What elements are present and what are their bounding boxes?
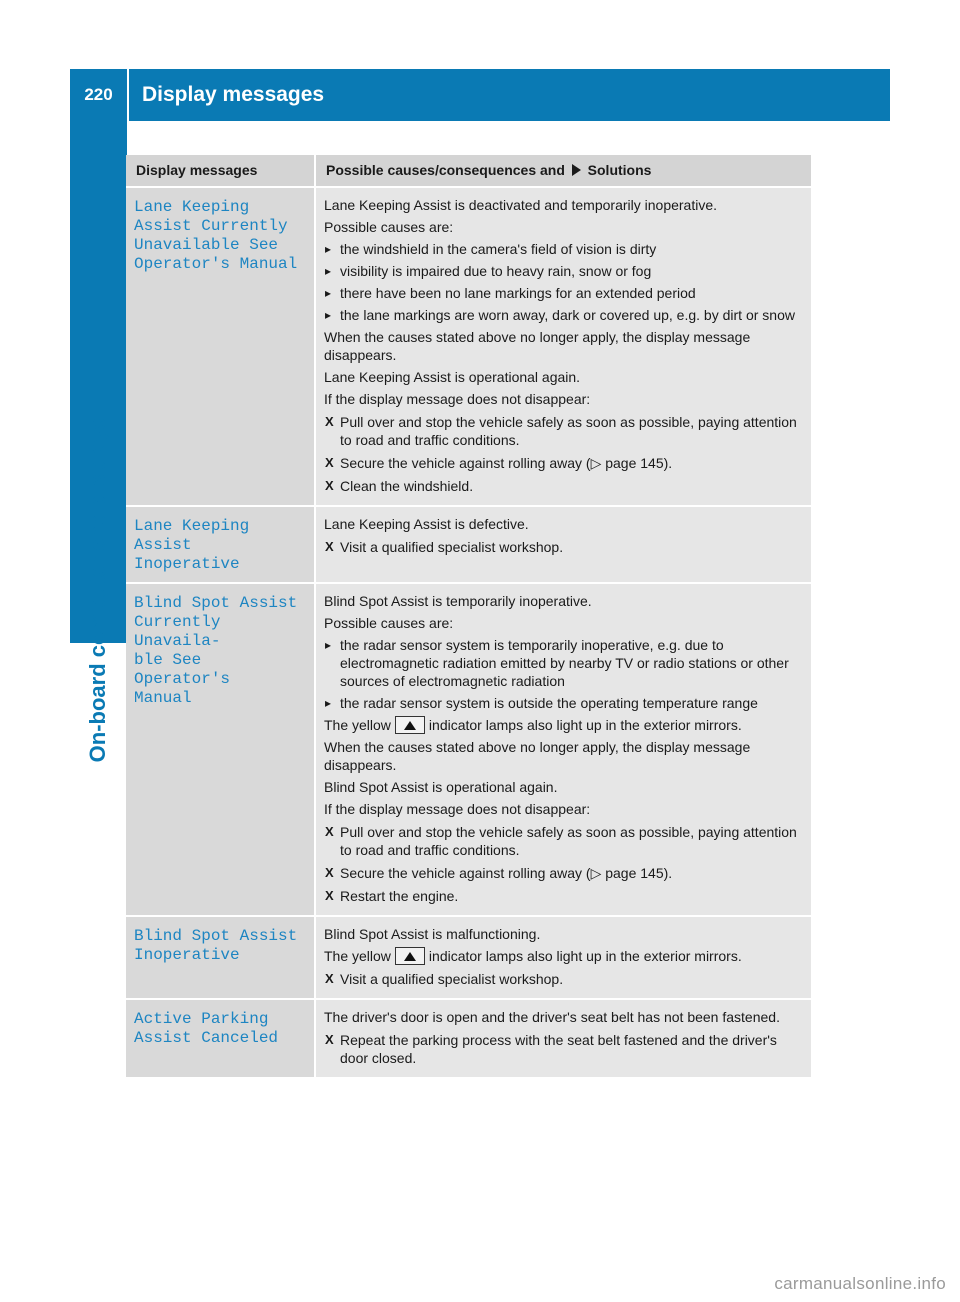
description-text: If the display message does not disappear: [324,391,591,407]
message-cell [126,1000,314,1077]
cause-bullet: ▸ the windshield in the camera's field of vision is dirty [324,240,803,258]
display-message: Blind Spot Assist Currently Unavaila- ble See Operator's Manual [134,594,298,707]
display-message: Blind Spot Assist Inoperative [134,927,298,964]
message-cell [126,507,314,582]
header-divider [127,69,129,121]
table-row [126,915,811,998]
description-text: When the causes stated above no longer apply, the display message disappears. [324,329,751,363]
blind-spot-indicator-icon [395,947,425,965]
solution-step: X Clean the windshield. [324,477,803,495]
lamp-text-post: indicator lamps also light up in the exterior mirrors. [428,717,742,733]
description-text: When the causes stated above no longer apply, the display message disappears. [324,739,751,773]
lamp-text-pre: The yellow [324,717,391,733]
lamp-text-pre: The yellow [324,948,391,964]
solution-step: X Secure the vehicle against rolling away (▷ page 145). [324,454,803,472]
description-text: Lane Keeping Assist is defective. [324,516,529,532]
page-header [70,69,890,121]
solution-step: X Visit a qualified specialist workshop. [324,538,803,556]
description-text: Blind Spot Assist is malfunctioning. [324,926,541,942]
display-message: Lane Keeping Assist Inoperative [134,517,250,573]
table-row [126,582,811,915]
cause-bullet: ▸ the radar sensor system is temporarily inoperative, e.g. due to electromagnetic radiation emitted by nearby TV or radio stations or other sources of electromagnetic radiation [324,636,803,690]
col-header-causes [314,155,811,186]
table-row [126,505,811,582]
cause-bullet: ▸ there have been no lane markings for an extended period [324,284,803,302]
lamp-sentence [324,716,803,734]
lamp-text-post: indicator lamps also light up in the exterior mirrors. [428,948,742,964]
solution-cell [314,188,811,505]
description-text: If the display message does not disappear: [324,801,591,817]
solution-step: X Visit a qualified specialist workshop. [324,970,803,988]
solution-cell [314,584,811,915]
description-text: Lane Keeping Assist is operational again. [324,369,581,385]
solution-step: X Pull over and stop the vehicle safely as soon as possible, paying attention to road and traffic conditions. [324,823,803,859]
table-body [126,186,811,1077]
table-row [126,998,811,1077]
solution-step: X Secure the vehicle against rolling away (▷ page 145). [324,864,803,882]
solution-step: X Repeat the parking process with the seat belt fastened and the driver's door closed. [324,1031,803,1067]
message-cell [126,584,314,915]
blind-spot-indicator-icon [395,716,425,734]
message-cell [126,188,314,505]
solution-cell [314,507,811,582]
messages-table [126,155,811,1077]
solution-cell [314,1000,811,1077]
cause-bullet: ▸ the radar sensor system is outside the operating temperature range [324,694,803,712]
col-header-solutions-text: Solutions [587,162,652,178]
lamp-sentence [324,947,803,965]
message-cell [126,917,314,998]
description-text: Possible causes are: [324,615,454,631]
watermark: carmanualsonline.info [774,1274,946,1293]
description-text: Blind Spot Assist is operational again. [324,779,558,795]
solution-step: X Restart the engine. [324,887,803,905]
page-number: 220 [84,85,113,104]
table-header [126,155,811,186]
table-row [126,186,811,505]
page-title: Display messages [142,83,325,106]
cause-bullet: ▸ the lane markings are worn away, dark or covered up, e.g. by dirt or snow [324,306,803,324]
description-text: Lane Keeping Assist is deactivated and temporarily inoperative. [324,197,718,213]
solution-cell [314,917,811,998]
display-message: Lane Keeping Assist Currently Unavailable See Operator's Manual [134,198,298,273]
description-text: Possible causes are: [324,219,454,235]
cause-bullet: ▸ visibility is impaired due to heavy rain, snow or fog [324,262,803,280]
col-header-causes-text: Possible causes/consequences and [326,162,565,178]
solution-step: X Pull over and stop the vehicle safely as soon as possible, paying attention to road and traffic conditions. [324,413,803,449]
description-text: Blind Spot Assist is temporarily inoperative. [324,593,592,609]
arrow-right-icon [572,164,581,176]
side-tab-label: On-board computer and displays [85,417,110,763]
col-header-display-messages: Display messages [136,162,258,178]
display-message: Active Parking Assist Canceled [134,1010,279,1047]
description-text: The driver's door is open and the driver's seat belt has not been fastened. [324,1009,780,1025]
